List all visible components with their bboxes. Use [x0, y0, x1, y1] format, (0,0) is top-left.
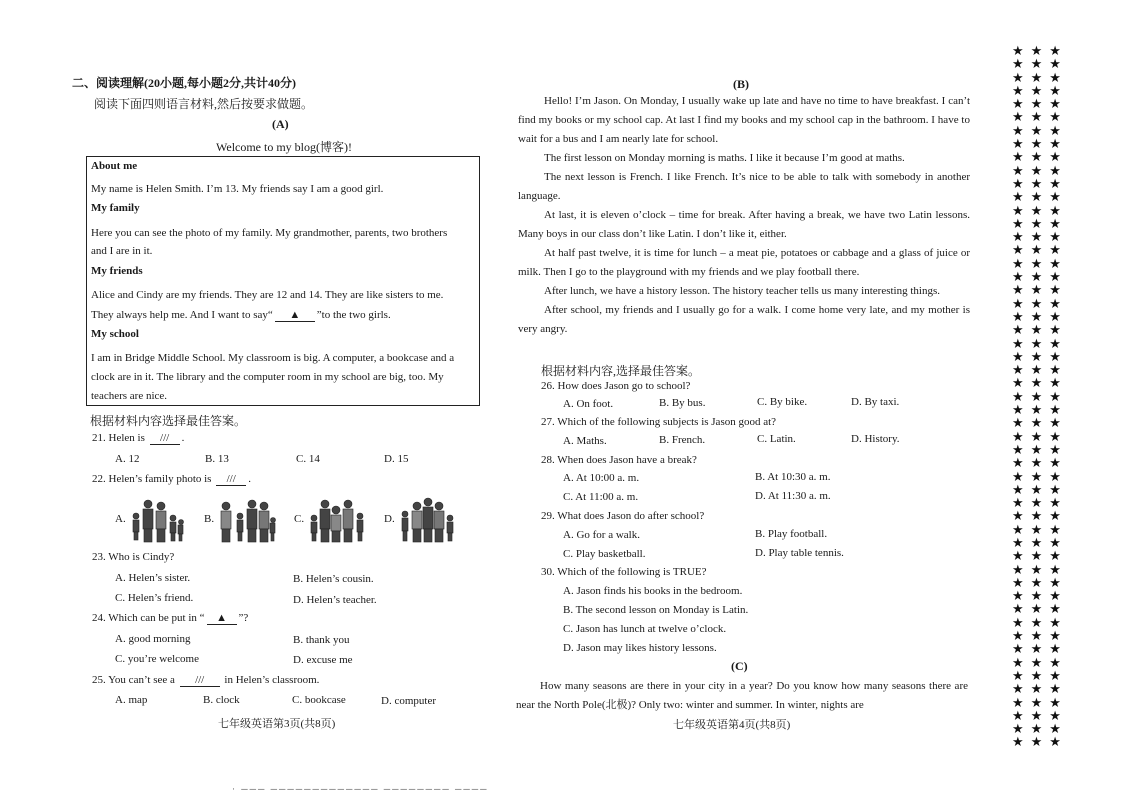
star-row: ★★★: [1012, 548, 1068, 564]
star-row: ★★★: [1012, 362, 1068, 378]
friends-heading: My friends: [91, 265, 143, 277]
option-27-d: D. History.: [851, 433, 900, 445]
star-row: ★★★: [1012, 56, 1068, 72]
about-text: My name is Helen Smith. I’m 13. My friends say I am a good girl.: [91, 183, 384, 195]
school-heading: My school: [91, 328, 139, 340]
section-instruction: 阅读下面四则语言材料,然后按要求做题。: [94, 97, 314, 111]
question-27-stem: 27. Which of the following subjects is Jason good at?: [541, 416, 777, 428]
star-row: ★★★: [1012, 242, 1068, 258]
star-row: ★★★: [1012, 255, 1068, 271]
star-row: ★★★: [1012, 69, 1068, 85]
star-row: ★★★: [1012, 561, 1068, 577]
option-29-c: C. Play basketball.: [563, 548, 646, 560]
option-27-c: C. Latin.: [757, 433, 796, 445]
question-25: [92, 674, 319, 687]
option-23-d: D. Helen’s teacher.: [293, 594, 377, 606]
star-row: ★★★: [1012, 162, 1068, 178]
question-24-end: ”?: [238, 612, 249, 624]
option-30-c: C. Jason has lunch at twelve o’clock.: [563, 623, 727, 635]
star-row: ★★★: [1012, 295, 1068, 311]
friends-text-1: Alice and Cindy are my friends. They are 12 and 14. They are like sisters to me.: [91, 289, 444, 301]
option-21-b: B. 13: [205, 453, 229, 465]
option-21-a: A. 12: [115, 453, 140, 465]
family-picture-c: [308, 496, 366, 544]
option-28-c: C. At 11:00 a. m.: [563, 491, 639, 503]
option-25-a: A. map: [115, 694, 148, 706]
option-27-a: A. Maths.: [563, 435, 607, 447]
option-26-c: C. By bike.: [757, 396, 808, 408]
star-row: ★★★: [1012, 229, 1068, 245]
star-row: ★★★: [1012, 654, 1068, 670]
option-29-a: A. Go for a walk.: [563, 529, 640, 541]
question-22-stem: 22. Helen’s family photo is: [92, 473, 212, 485]
star-row: ★★★: [1012, 149, 1068, 165]
question-24-stem: 24. Which can be put in “: [92, 612, 205, 624]
option-26-a: A. On foot.: [563, 398, 614, 410]
passage-b-paragraph: The first lesson on Monday morning is maths. I like it because I’m good at maths.: [544, 152, 905, 164]
star-row: ★★★: [1012, 681, 1068, 697]
option-25-d: D. computer: [381, 695, 436, 707]
blog-title: Welcome to my blog(博客)!: [216, 140, 353, 154]
family-picture-a: [128, 496, 186, 544]
option-30-a: A. Jason finds his books in the bedroom.: [563, 585, 743, 597]
star-row: ★★★: [1012, 322, 1068, 338]
star-row: ★★★: [1012, 495, 1068, 511]
question-24: [92, 612, 248, 625]
school-text-3: teachers are nice.: [91, 390, 168, 402]
star-row: ★★★: [1012, 348, 1068, 364]
family-text-2: and I are in it.: [91, 245, 153, 257]
star-row: ★★★: [1012, 175, 1068, 191]
passage-b-paragraph: At last, it is eleven o’clock – time for break. After having a break, we have two Latin lessons. Many boys in our class don’t like Latin. I don’t like it, either.: [518, 209, 970, 240]
question-21-stem: 21. Helen is: [92, 432, 145, 444]
star-row: ★★★: [1012, 534, 1068, 550]
star-row: ★★★: [1012, 189, 1068, 205]
star-row: ★★★: [1012, 468, 1068, 484]
option-23-a: A. Helen’s sister.: [115, 572, 191, 584]
option-26-d: D. By taxi.: [851, 396, 900, 408]
star-row: ★★★: [1012, 667, 1068, 683]
answer-blank: ///: [216, 473, 246, 486]
triangle-blank: ▲: [207, 612, 237, 625]
option-26-b: B. By bus.: [659, 397, 706, 409]
option-27-b: B. French.: [659, 434, 706, 446]
option-21-d: D. 15: [384, 453, 409, 465]
star-row: ★★★: [1012, 96, 1068, 112]
star-row: ★★★: [1012, 481, 1068, 497]
option-30-d: D. Jason may likes history lessons.: [563, 642, 717, 654]
star-row: ★★★: [1012, 455, 1068, 471]
star-row: ★★★: [1012, 335, 1068, 351]
question-28-stem: 28. When does Jason have a break?: [541, 454, 697, 466]
blog-box: [86, 156, 480, 406]
star-row: ★★★: [1012, 215, 1068, 231]
star-row: ★★★: [1012, 136, 1068, 152]
star-row: ★★★: [1012, 109, 1068, 125]
margin-star-border: [1012, 44, 1068, 749]
star-row: ★★★: [1012, 441, 1068, 457]
answer-blank: ///: [180, 674, 220, 687]
question-22: [92, 473, 251, 486]
option-22-c: C.: [294, 513, 305, 525]
passage-b-paragraph: The next lesson is French. I like French. It’s nice to be able to talk with somebody in another language.: [518, 171, 970, 202]
option-24-b: B. thank you: [293, 634, 350, 646]
option-28-d: D. At 11:30 a. m.: [755, 490, 831, 502]
question-23-stem: 23. Who is Cindy?: [92, 551, 175, 563]
option-23-c: C. Helen’s friend.: [115, 592, 194, 604]
star-row: ★★★: [1012, 282, 1068, 298]
option-29-d: D. Play table tennis.: [755, 547, 844, 559]
star-row: ★★★: [1012, 694, 1068, 710]
choose-instruction-b: 根据材料内容,选择最佳答案。: [541, 364, 701, 378]
star-row: ★★★: [1012, 641, 1068, 657]
option-25-b: B. clock: [203, 694, 240, 706]
star-row: ★★★: [1012, 308, 1068, 324]
question-21: [92, 432, 184, 445]
family-picture-b: [218, 496, 276, 544]
star-row: ★★★: [1012, 628, 1068, 644]
option-25-c: C. bookcase: [292, 694, 346, 706]
star-row: ★★★: [1012, 43, 1068, 58]
star-row: ★★★: [1012, 122, 1068, 138]
page-edge-marks: · ─── ───────────── ──────── ────: [232, 784, 489, 794]
choose-instruction-a: 根据材料内容选择最佳答案。: [90, 414, 247, 428]
question-21-end: .: [181, 432, 185, 444]
star-row: ★★★: [1012, 375, 1068, 391]
star-row: ★★★: [1012, 402, 1068, 418]
option-28-a: A. At 10:00 a. m.: [563, 472, 640, 484]
question-22-end: .: [248, 473, 251, 485]
star-row: ★★★: [1012, 521, 1068, 537]
option-24-a: A. good morning: [115, 633, 191, 645]
section-title: 二、阅读理解(20小题,每小题2分,共计40分): [72, 76, 296, 90]
option-30-b: B. The second lesson on Monday is Latin.: [563, 604, 749, 616]
option-24-d: D. excuse me: [293, 654, 353, 666]
option-24-c: C. you’re welcome: [115, 653, 199, 665]
option-22-a: A.: [115, 513, 126, 525]
page-footer-right: 七年级英语第4页(共8页): [673, 719, 791, 731]
star-row: ★★★: [1012, 707, 1068, 723]
option-22-b: B.: [204, 513, 215, 525]
question-30-stem: 30. Which of the following is TRUE?: [541, 566, 707, 578]
passage-b-paragraph: Hello! I’m Jason. On Monday, I usually wake up late and have no time to have breakfast. I can’t find my books or my school cap. At last I find my books and my school cap in the bathroom. I have to wait for a bus and I am nearly late for school.: [518, 95, 970, 145]
star-row: ★★★: [1012, 415, 1068, 431]
star-row: ★★★: [1012, 588, 1068, 604]
passage-b-text: [518, 92, 970, 339]
page-footer-left: 七年级英语第3页(共8页): [218, 718, 336, 730]
star-row: ★★★: [1012, 269, 1068, 285]
star-row: ★★★: [1012, 734, 1068, 750]
star-row: ★★★: [1012, 601, 1068, 617]
option-28-b: B. At 10:30 a. m.: [755, 471, 831, 483]
friends-text-2-post: ”to the two girls.: [316, 309, 391, 321]
answer-blank: ///: [150, 432, 180, 445]
passage-c-text: How many seasons are there in your city in a year? Do you know how many seasons there are near the North Pole(北极)? Only two: winter and summer. In winter, nights are: [516, 680, 968, 711]
passage-a-label: (A): [272, 117, 289, 131]
star-row: ★★★: [1012, 428, 1068, 444]
family-text-1: Here you can see the photo of my family. My grandmother, parents, two brothers: [91, 227, 448, 239]
family-picture-d: [398, 496, 456, 544]
passage-b-label: (B): [733, 77, 749, 91]
passage-b-paragraph: After lunch, we have a history lesson. The history teacher tells us many interesting things.: [544, 285, 941, 297]
star-row: ★★★: [1012, 508, 1068, 524]
family-heading: My family: [91, 202, 140, 214]
passage-c-label: (C): [731, 659, 748, 673]
star-row: ★★★: [1012, 614, 1068, 630]
triangle-blank: ▲: [275, 309, 315, 322]
option-21-c: C. 14: [296, 453, 320, 465]
star-row: ★★★: [1012, 721, 1068, 737]
star-row: ★★★: [1012, 388, 1068, 404]
friends-text-2: [91, 309, 391, 322]
question-26-stem: 26. How does Jason go to school?: [541, 380, 691, 392]
star-row: ★★★: [1012, 574, 1068, 590]
question-25-end: in Helen’s classroom.: [224, 674, 320, 686]
option-23-b: B. Helen’s cousin.: [293, 573, 374, 585]
friends-text-2-pre: They always help me. And I want to say“: [91, 309, 273, 321]
star-row: ★★★: [1012, 202, 1068, 218]
passage-b-paragraph: At half past twelve, it is time for lunch – a meat pie, potatoes or cabbage and a glass of juice or milk. Then I go to the playground with my friends and we play football there.: [518, 247, 970, 278]
school-text-2: clock are in it. The library and the computer room in my school are big, too. My: [91, 371, 444, 383]
question-29-stem: 29. What does Jason do after school?: [541, 510, 705, 522]
option-29-b: B. Play football.: [755, 528, 828, 540]
star-row: ★★★: [1012, 82, 1068, 98]
question-25-stem: 25. You can’t see a: [92, 674, 175, 686]
option-22-d: D.: [384, 513, 395, 525]
about-heading: About me: [91, 160, 138, 172]
school-text-1: I am in Bridge Middle School. My classroom is big. A computer, a bookcase and a: [91, 352, 455, 364]
passage-b-paragraph: After school, my friends and I usually go for a walk. I come home very late, and my mother is very angry.: [518, 304, 970, 335]
